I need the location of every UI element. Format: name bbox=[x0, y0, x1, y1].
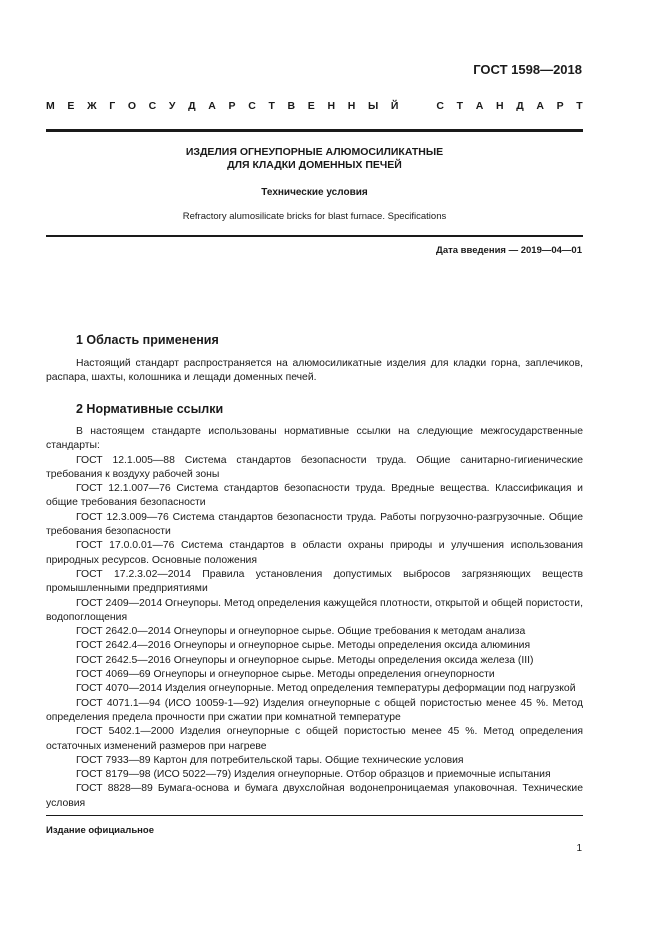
document-code: ГОСТ 1598—2018 bbox=[473, 62, 582, 77]
reference-item: ГОСТ 17.0.0.01—76 Система стандартов в области охраны природы и улучшения использования природных ресурсов. Основные положения bbox=[46, 540, 583, 566]
banner-letter: М bbox=[46, 100, 55, 112]
banner-letter: Н bbox=[495, 100, 504, 112]
document-title bbox=[46, 146, 583, 172]
section-2-heading: 2 Нормативные ссылки bbox=[76, 402, 224, 416]
page-number: 1 bbox=[576, 843, 582, 854]
english-title: Refractory alumosilicate bricks for blast furnace. Specifications bbox=[182, 211, 447, 222]
introduction-date: Дата введения — 2019—04—01 bbox=[436, 245, 582, 256]
edition-note: Издание официальное bbox=[46, 825, 154, 836]
banner-letter: Е bbox=[307, 100, 315, 112]
banner-letter: Р bbox=[556, 100, 564, 112]
banner-letter: А bbox=[475, 100, 484, 112]
reference-item: ГОСТ 17.2.3.02—2014 Правила установления допустимых выбросов загрязняющих веществ промышленными предприятиями bbox=[46, 568, 583, 595]
reference-item: ГОСТ 2409—2014 Огнеупоры. Метод определения кажущейся плотности, открытой и общей пористости, водопоглощения bbox=[46, 597, 583, 623]
banner-letter: Т bbox=[456, 100, 464, 112]
reference-item: ГОСТ 4069—69 Огнеупоры и огнеупорное сырье. Методы определения огнеупорности bbox=[76, 669, 495, 681]
banner-letter: У bbox=[168, 100, 176, 112]
section-1-heading: 1 Область применения bbox=[76, 333, 219, 347]
banner-letter: Е bbox=[67, 100, 75, 112]
banner-letter: Р bbox=[228, 100, 236, 112]
banner-letter: С bbox=[148, 100, 157, 112]
banner-letter: А bbox=[536, 100, 544, 112]
title-line-1: ИЗДЕЛИЯ ОГНЕУПОРНЫЕ АЛЮМОСИЛИКАТНЫЕ bbox=[185, 146, 444, 158]
section-2-intro: В настоящем стандарте использованы нормативные ссылки на следующие межгосударственные стандарты: bbox=[46, 426, 583, 452]
banner-letter: Т bbox=[576, 100, 583, 112]
banner-letter: Й bbox=[390, 100, 399, 112]
reference-item: ГОСТ 12.1.007—76 Система стандартов безопасности труда. Вредные вещества. Классификация и общие требования безопасности bbox=[46, 483, 583, 509]
banner-letter: Н bbox=[327, 100, 336, 112]
section-2-body bbox=[46, 425, 583, 811]
reference-item: ГОСТ 7933—89 Картон для потребительской тары. Общие технические условия bbox=[76, 754, 464, 766]
section-1-paragraph: Настоящий стандарт распространяется на алюмосиликатные изделия для кладки горна, заплечиков, распара, шахты, колошника и лещади доменных печей. bbox=[46, 358, 583, 384]
banner-letter: Т bbox=[268, 100, 275, 112]
reference-item: ГОСТ 2642.4—2016 Огнеупоры и огнеупорное сырье. Методы определения оксида алюминия bbox=[76, 640, 531, 652]
reference-item: ГОСТ 4071.1—94 (ИСО 10059-1—92) Изделия огнеупорные с общей пористостью менее 45 %. Метод определения предела прочности при сжатии при комнатной температуре bbox=[46, 697, 583, 723]
footer-rule bbox=[46, 815, 583, 816]
reference-item: ГОСТ 2642.0—2014 Огнеупоры и огнеупорное сырье. Общие требования к методам анализа bbox=[76, 626, 526, 638]
banner-letter: Н bbox=[347, 100, 356, 112]
interstate-standard-banner bbox=[46, 100, 583, 112]
banner-letter: Д bbox=[516, 100, 524, 112]
header-rule bbox=[46, 129, 583, 132]
reference-item: ГОСТ 4070—2014 Изделия огнеупорные. Метод определения температуры деформации под нагрузкой bbox=[76, 683, 576, 695]
reference-item: ГОСТ 2642.5—2016 Огнеупоры и огнеупорное сырье. Методы определения оксида железа (III) bbox=[76, 654, 534, 666]
reference-item: ГОСТ 5402.1—2000 Изделия огнеупорные с общей пористостью менее 45 %. Метод определения остаточных изменений размеров при нагреве bbox=[46, 726, 583, 752]
banner-letter: Г bbox=[109, 100, 116, 112]
document-subtitle: Технические условия bbox=[261, 187, 368, 198]
title-rule bbox=[46, 235, 583, 237]
banner-letter: В bbox=[287, 100, 296, 112]
reference-item: ГОСТ 12.1.005—88 Система стандартов безопасности труда. Общие санитарно-гигиенические требования к воздуху рабочей зоны bbox=[46, 454, 583, 480]
banner-letter: Ж bbox=[87, 100, 97, 112]
reference-item: ГОСТ 8828—89 Бумага-основа и бумага двухслойная водонепроницаемая упаковочная. Технические условия bbox=[46, 783, 583, 809]
banner-letter: Д bbox=[188, 100, 196, 112]
banner-letter: А bbox=[208, 100, 216, 112]
title-line-2: ДЛЯ КЛАДКИ ДОМЕННЫХ ПЕЧЕЙ bbox=[227, 159, 402, 171]
reference-item: ГОСТ 12.3.009—76 Система стандартов безопасности труда. Работы погрузочно-разгрузочные. Общие требования безопасности bbox=[46, 511, 583, 538]
banner-letter: О bbox=[127, 100, 137, 112]
banner-letter: С bbox=[436, 100, 444, 112]
reference-item: ГОСТ 8179—98 (ИСО 5022—79) Изделия огнеупорные. Отбор образцов и приемочные испытания bbox=[76, 769, 551, 781]
banner-letter: Ы bbox=[367, 100, 379, 112]
section-1-body bbox=[46, 357, 583, 386]
banner-letter: С bbox=[248, 100, 256, 112]
